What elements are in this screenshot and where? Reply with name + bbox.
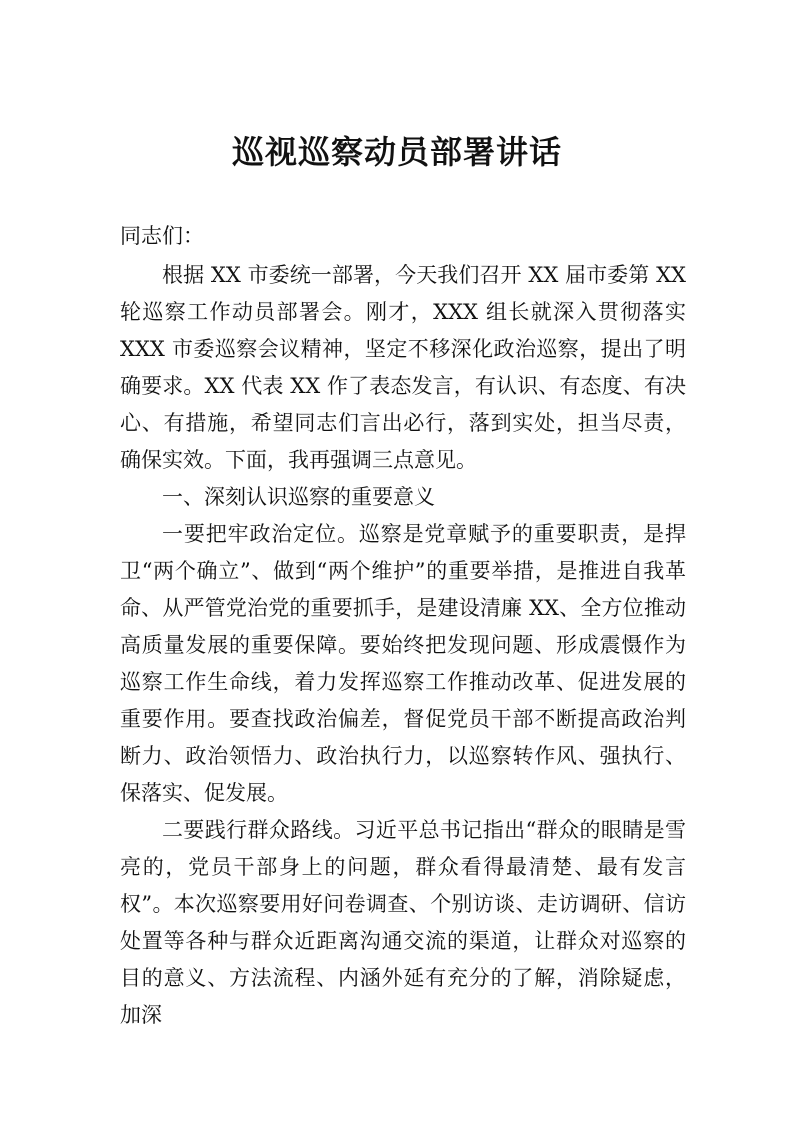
paragraph-mass-line: 二要践行群众路线。习近平总书记指出“群众的眼睛是雪亮的，党员干部身上的问题，群众看得最清楚、最有发言权”。本次巡察要用好问卷调查、个别访谈、走访调研、信访处置等各种与群众近距离沟通交流的渠道，让群众对巡察的目的意义、方法流程、内涵外延有充分的了解，消除疑虑，加深: [120, 818, 686, 1027]
paragraph-political-positioning: 一要把牢政治定位。巡察是党章赋予的重要职责，是捍卫“两个确立”、做到“两个维护”的重要举措，是推进自我革命、从严管党治党的重要抓手，是建设清廉 XX、全方位推动高质量发展的重要保障。要始终把发现问题、形成震慑作为巡察工作生命线，着力发挥巡察工作推动改革、促进发展的重要作用。要查找政治偏差，督促党员干部不断提高政治判断力、政治领悟力、政治执行力，以巡察转作风、强执行、保落实、促发展。: [120, 522, 686, 805]
document-body: [120, 218, 686, 1034]
salutation: 同志们：: [120, 224, 204, 248]
section-heading-1: 一、深刻认识巡察的重要意义: [162, 485, 435, 509]
document-title: 巡视巡察动员部署讲话: [231, 133, 562, 171]
paragraph-opening: 根据 XX 市委统一部署，今天我们召开 XX 届市委第 XX 轮巡察工作动员部署会。刚才，XXX 组长就深入贯彻落实 XXX 市委巡察会议精神，坚定不移深化政治巡察，提出了明确要求。XX 代表 XX 作了表态发言，有认识、有态度、有决心、有措施，希望同志们言出必行，落到实处，担当尽责， 确保实效。下面，我再强调三点意见。: [120, 263, 686, 472]
